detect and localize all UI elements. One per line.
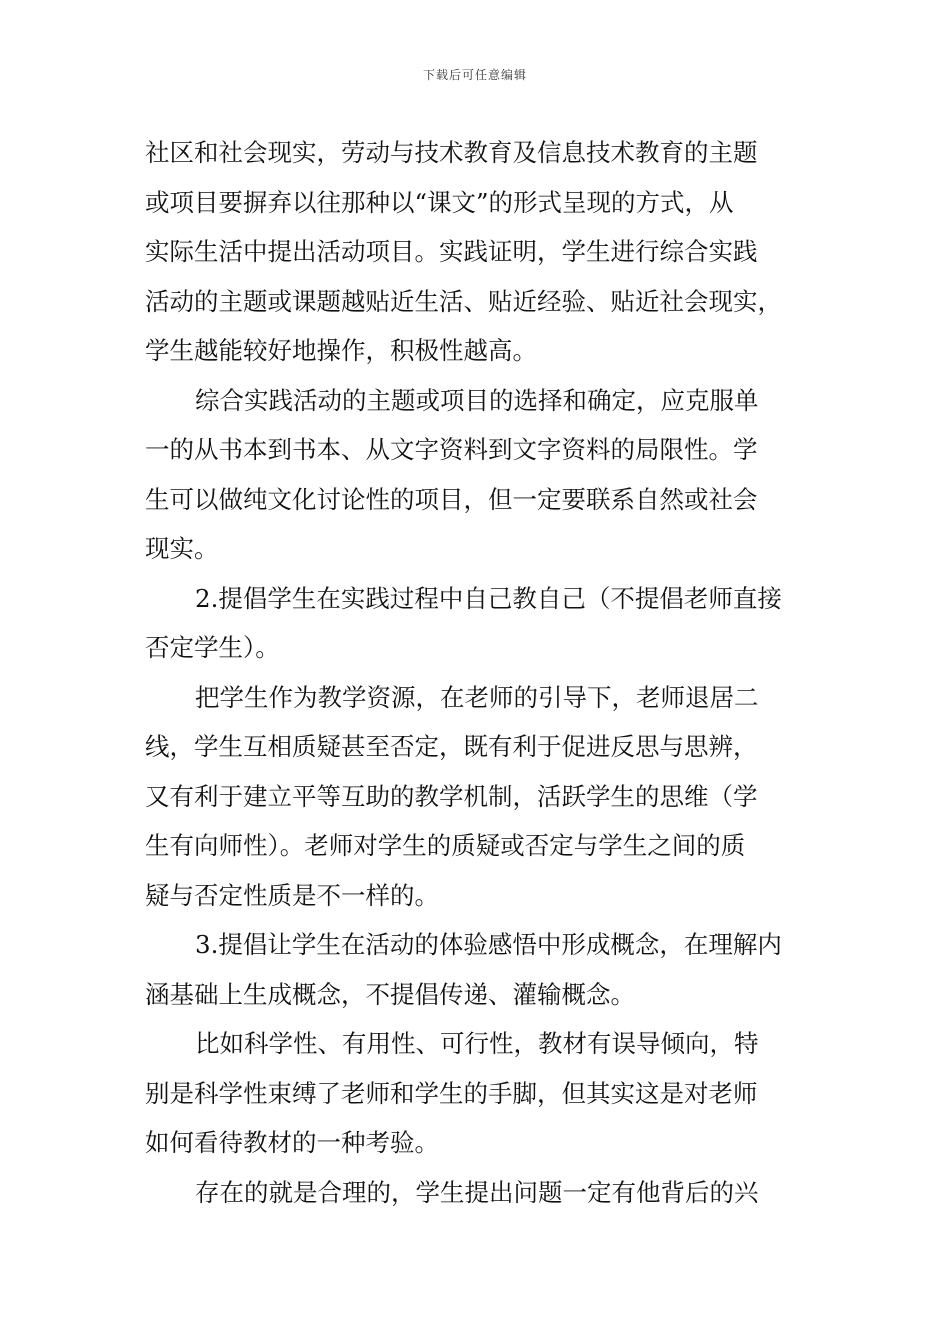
text-line: 生有向师性）。老师对学生的质疑或否定与学生之间的质 bbox=[145, 831, 746, 860]
text-line: 别是科学性束缚了老师和学生的手脚，但其实这是对老师 bbox=[145, 1078, 758, 1108]
document-body bbox=[145, 128, 805, 1217]
text-line: 否定学生）。 bbox=[145, 633, 280, 662]
paragraph-start-line: 3.提倡让学生在活动的体验感悟中形成概念，在理解内 bbox=[195, 930, 782, 959]
text-line: 现实。 bbox=[145, 534, 219, 563]
text-line: 学生越能较好地操作，积极性越高。 bbox=[145, 336, 537, 365]
text-line: 疑与否定性质是不一样的。 bbox=[145, 880, 439, 910]
paragraph-start-line: 存在的就是合理的，学生提出问题一定有他背后的兴 bbox=[195, 1177, 759, 1207]
paragraph-start-line: 综合实践活动的主题或项目的选择和确定，应克服单 bbox=[195, 385, 759, 415]
text-line: 社区和社会现实，劳动与技术教育及信息技术教育的主题 bbox=[145, 138, 758, 167]
paragraph-start-line: 2.提倡学生在实践过程中自己教自己（不提倡老师直接 bbox=[195, 583, 782, 613]
text-line: 涵基础上生成概念，不提倡传递、灌输概念。 bbox=[145, 979, 635, 1009]
text-line: 生可以做纯文化讨论性的项目，但一定要联系自然或社会 bbox=[145, 484, 758, 514]
text-line: 活动的主题或课题越贴近生活、贴近经验、贴近社会现实， bbox=[145, 286, 782, 316]
text-line: 或项目要摒弃以往那种以“课文”的形式呈现的方式，从 bbox=[145, 187, 734, 217]
text-line: 一的从书本到书本、从文字资料到文字资料的局限性。学 bbox=[145, 435, 758, 464]
paragraph-start-line: 把学生作为教学资源，在老师的引导下，老师退居二 bbox=[195, 682, 759, 712]
page-header: 下载后可任意编辑 bbox=[422, 68, 527, 82]
paragraph-start-line: 比如科学性、有用性、可行性，教材有误导倾向，特 bbox=[195, 1029, 759, 1058]
text-line: 如何看待教材的一种考验。 bbox=[145, 1128, 439, 1157]
text-line: 又有利于建立平等互助的教学机制，活跃学生的思维（学 bbox=[145, 781, 758, 811]
text-line: 线，学生互相质疑甚至否定，既有利于促进反思与思辨， bbox=[145, 732, 758, 761]
text-line: 实际生活中提出活动项目。实践证明，学生进行综合实践 bbox=[145, 237, 758, 266]
